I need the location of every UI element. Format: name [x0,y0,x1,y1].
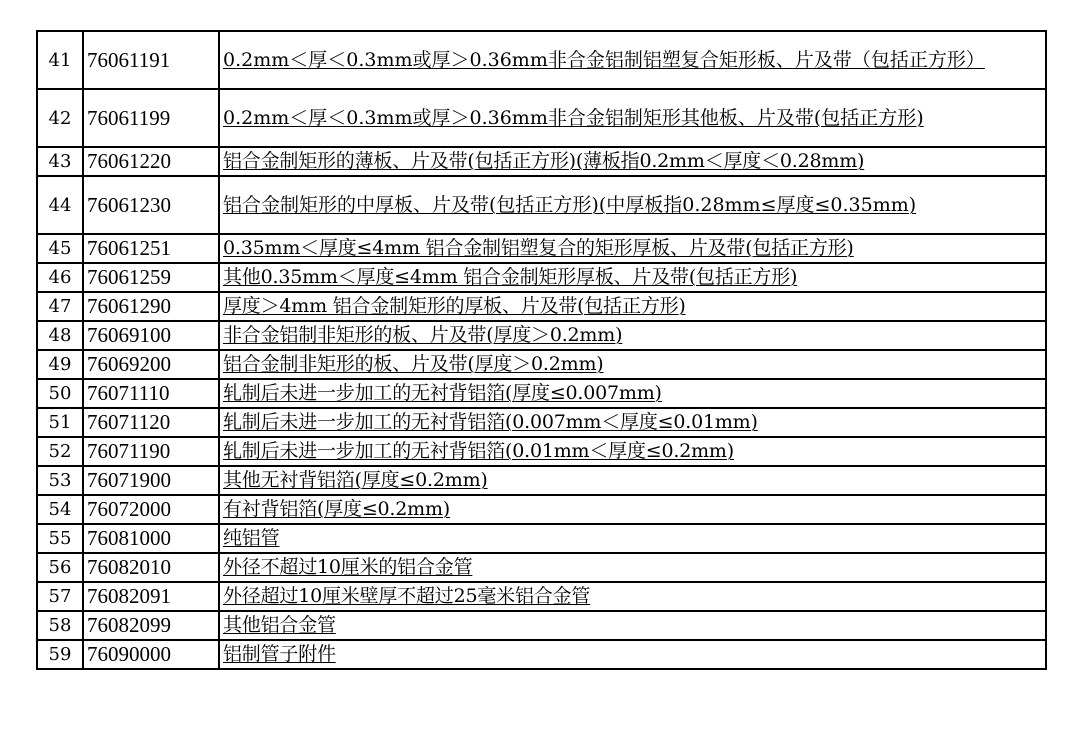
tariff-code: 76061290 [83,292,219,321]
table-row [37,176,1046,234]
table-row [37,350,1046,379]
description-cell [219,379,1046,408]
table-row [37,466,1046,495]
table-row [37,408,1046,437]
tariff-code: 76072000 [83,495,219,524]
description-text: 0.2mm＜厚＜0.3mm或厚＞0.36mm非合金铝制矩形其他板、片及带(包括正方形) [223,107,924,129]
tariff-code: 76081000 [83,524,219,553]
description-text: 纯铝管 [223,527,280,549]
tariff-code: 76061199 [83,89,219,147]
description-cell [219,263,1046,292]
table-row [37,495,1046,524]
row-index: 51 [37,408,83,437]
table-row [37,379,1046,408]
row-index: 57 [37,582,83,611]
tariff-code: 76071900 [83,466,219,495]
description-text: 有衬背铝箔(厚度≤0.2mm) [223,498,450,520]
description-cell [219,466,1046,495]
tariff-code: 76071190 [83,437,219,466]
description-cell [219,350,1046,379]
tariff-code: 76069100 [83,321,219,350]
description-cell [219,292,1046,321]
table-row [37,89,1046,147]
description-cell [219,611,1046,640]
description-cell [219,495,1046,524]
tariff-code: 76071110 [83,379,219,408]
table-row [37,147,1046,176]
description-cell [219,437,1046,466]
row-index: 41 [37,31,83,89]
description-cell [219,640,1046,669]
table-row [37,437,1046,466]
tariff-code: 76082099 [83,611,219,640]
row-index: 55 [37,524,83,553]
description-text: 轧制后未进一步加工的无衬背铝箔(0.01mm＜厚度≤0.2mm) [223,440,734,462]
tariff-code: 76061230 [83,176,219,234]
table-row [37,611,1046,640]
table-row [37,234,1046,263]
description-text: 轧制后未进一步加工的无衬背铝箔(0.007mm＜厚度≤0.01mm) [223,411,758,433]
row-index: 44 [37,176,83,234]
row-index: 59 [37,640,83,669]
tariff-code: 76061191 [83,31,219,89]
description-text: 厚度＞4mm 铝合金制矩形的厚板、片及带(包括正方形) [223,295,686,317]
row-index: 54 [37,495,83,524]
tariff-code-table [36,30,1047,670]
description-text: 铝合金制非矩形的板、片及带(厚度＞0.2mm) [223,353,604,375]
description-text: 外径超过10厘米壁厚不超过25毫米铝合金管 [223,585,591,607]
tariff-code: 76082010 [83,553,219,582]
description-cell [219,582,1046,611]
description-text: 轧制后未进一步加工的无衬背铝箔(厚度≤0.007mm) [223,382,662,404]
table-row [37,524,1046,553]
row-index: 52 [37,437,83,466]
tariff-code: 76069200 [83,350,219,379]
row-index: 48 [37,321,83,350]
table-row [37,31,1046,89]
description-text: 其他0.35mm＜厚度≤4mm 铝合金制矩形厚板、片及带(包括正方形) [223,266,798,288]
row-index: 47 [37,292,83,321]
table-row [37,582,1046,611]
description-cell [219,31,1046,89]
description-cell [219,524,1046,553]
description-text: 其他铝合金管 [223,614,336,636]
description-text: 外径不超过10厘米的铝合金管 [223,556,473,578]
tariff-code: 76061251 [83,234,219,263]
tariff-code: 76082091 [83,582,219,611]
description-cell [219,321,1046,350]
row-index: 49 [37,350,83,379]
description-text: 0.2mm＜厚＜0.3mm或厚＞0.36mm非合金铝制铝塑复合矩形板、片及带（包括正方形） [223,49,985,71]
description-cell [219,234,1046,263]
description-cell [219,408,1046,437]
table-row [37,640,1046,669]
description-cell [219,176,1046,234]
table-row [37,292,1046,321]
description-cell [219,147,1046,176]
row-index: 53 [37,466,83,495]
tariff-code: 76061220 [83,147,219,176]
description-text: 铝合金制矩形的中厚板、片及带(包括正方形)(中厚板指0.28mm≤厚度≤0.35mm) [223,194,917,216]
table-row [37,321,1046,350]
tariff-code: 76061259 [83,263,219,292]
row-index: 42 [37,89,83,147]
table-row [37,553,1046,582]
row-index: 50 [37,379,83,408]
table-row [37,263,1046,292]
description-text: 其他无衬背铝箔(厚度≤0.2mm) [223,469,488,491]
description-text: 0.35mm＜厚度≤4mm 铝合金制铝塑复合的矩形厚板、片及带(包括正方形) [223,237,854,259]
row-index: 58 [37,611,83,640]
description-text: 非合金铝制非矩形的板、片及带(厚度＞0.2mm) [223,324,623,346]
description-cell [219,89,1046,147]
description-text: 铝合金制矩形的薄板、片及带(包括正方形)(薄板指0.2mm＜厚度＜0.28mm) [223,150,865,172]
table-body [37,31,1046,669]
description-text: 铝制管子附件 [223,643,336,665]
row-index: 43 [37,147,83,176]
row-index: 45 [37,234,83,263]
row-index: 56 [37,553,83,582]
tariff-code: 76071120 [83,408,219,437]
tariff-code: 76090000 [83,640,219,669]
description-cell [219,553,1046,582]
row-index: 46 [37,263,83,292]
